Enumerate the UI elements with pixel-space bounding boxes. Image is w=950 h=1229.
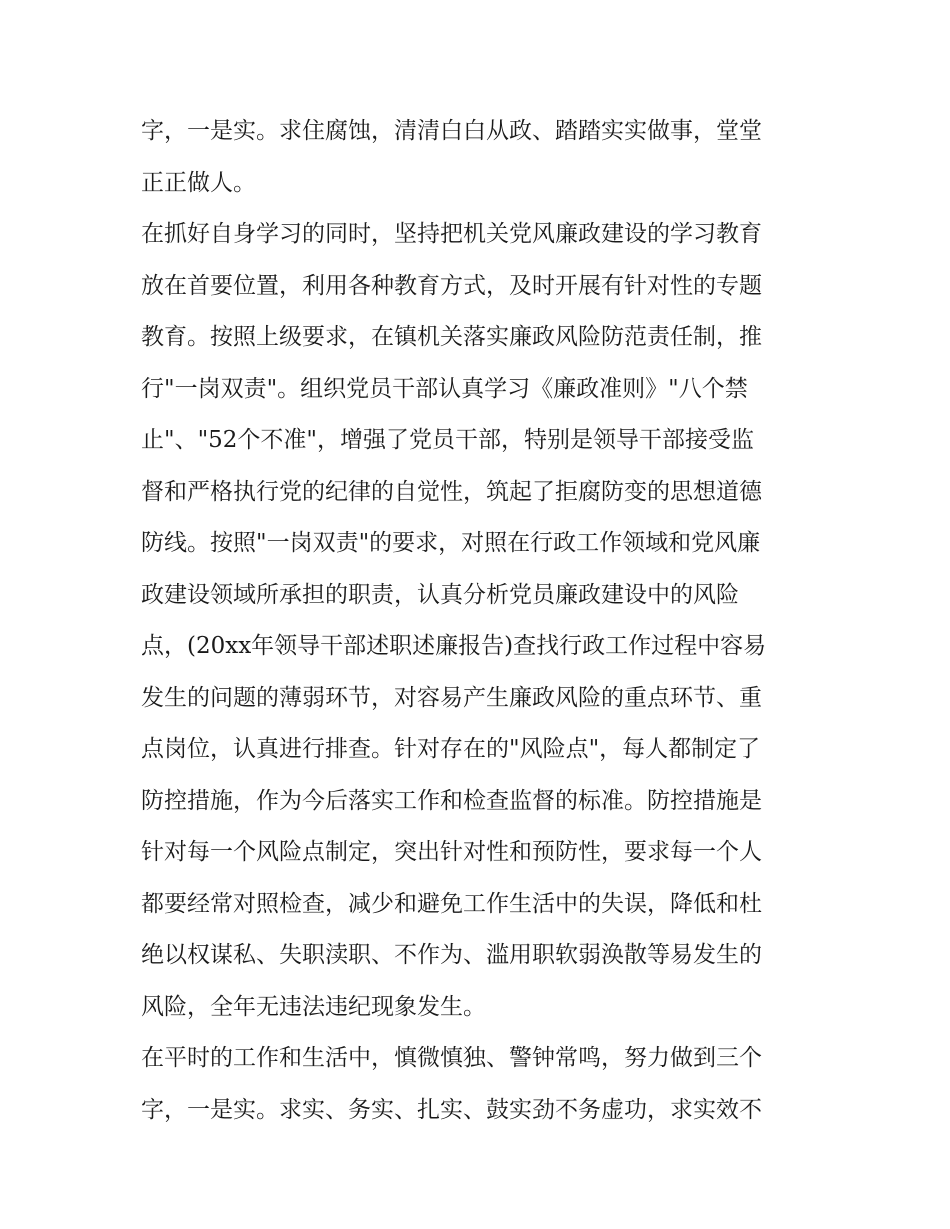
text-line: 绝以权谋私、失职渎职、不作为、滥用职软弱涣散等易发生的	[141, 942, 762, 968]
text-line: 点岗位，认真进行排查。针对存在的"风险点"，每人都制定了	[141, 736, 761, 762]
text-line: 正正做人。	[141, 169, 256, 196]
text-line: 教育。按照上级要求，在镇机关落实廉政风险防范责任制，推	[141, 324, 762, 350]
text-line: 在平时的工作和生活中，慎微慎独、警钟常鸣，努力做到三个	[141, 1045, 762, 1071]
text-line: 止"、"52个不准"，增强了党员干部，特别是领导干部接受监	[141, 427, 755, 453]
text-line: 督和严格执行党的纪律的自觉性，筑起了拒腐防变的思想道德	[141, 478, 762, 505]
text-line: 都要经常对照检查，减少和避免工作生活中的失误，降低和杜	[141, 890, 762, 917]
text-line: 在抓好自身学习的同时，坚持把机关党风廉政建设的学习教育	[141, 221, 762, 247]
text-line: 字，一是实。求实、务实、扎实、鼓实劲不务虚功，求实效不	[141, 1096, 762, 1123]
text-line: 防控措施，作为今后落实工作和检查监督的标准。防控措施是	[141, 787, 762, 814]
text-line: 字，一是实。求住腐蚀，清清白白从政、踏踏实实做事，堂堂	[141, 118, 762, 144]
text-line: 行"一岗双责"。组织党员干部认真学习《廉政准则》"八个禁	[141, 375, 748, 402]
text-line: 发生的问题的薄弱环节，对容易产生廉政风险的重点环节、重	[141, 684, 762, 711]
text-line: 风险，全年无违法违纪现象发生。	[141, 993, 486, 1020]
document-body	[141, 106, 811, 1136]
text-line: 防线。按照"一岗双责"的要求，对照在行政工作领域和党风廉	[141, 530, 761, 556]
text-line: 针对每一个风险点制定，突出针对性和预防性，要求每一个人	[141, 839, 762, 865]
text-line: 放在首要位置，利用各种教育方式，及时开展有针对性的专题	[141, 272, 762, 299]
text-line: 政建设领域所承担的职责，认真分析党员廉政建设中的风险	[141, 581, 739, 608]
text-line: 点，(20xx年领导干部述职述廉报告)查找行政工作过程中容易	[141, 633, 767, 659]
